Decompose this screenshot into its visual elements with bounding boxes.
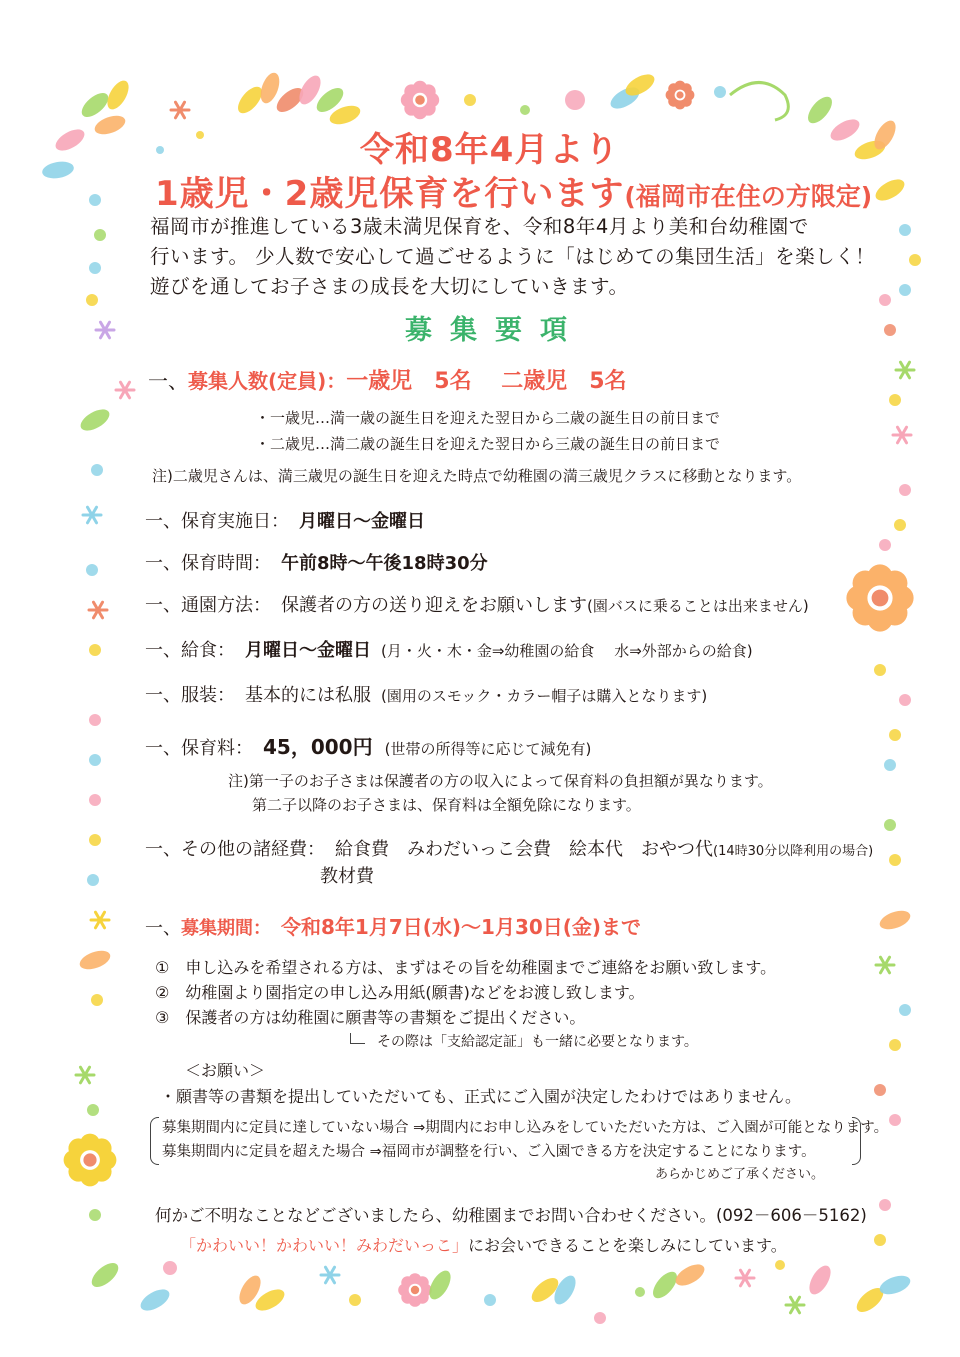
intro-paragraph: [150, 212, 875, 302]
decor-dot: [889, 1114, 901, 1126]
title-line-1: 令和8年4月より: [360, 130, 620, 170]
leaf-icon: [234, 83, 267, 118]
decor-dot: [889, 854, 901, 866]
commute-label: 一、通園方法：: [145, 595, 271, 616]
other-costs-label: 一、その他の諸経費：: [145, 839, 325, 860]
flower-icon: [846, 564, 913, 631]
decor-dot: [899, 284, 911, 296]
flower-icon: [64, 1134, 117, 1187]
days-row: [145, 507, 425, 533]
other-costs-note: (14時30分以降利用の場合): [713, 844, 874, 859]
decor-dot: [594, 1312, 606, 1324]
arrow-corner-icon: [350, 1033, 365, 1044]
steps-list: [155, 955, 776, 1030]
decor-dot: [86, 294, 98, 306]
leaf-icon: [52, 125, 88, 155]
hours-value: 午前8時～午後18時30分: [281, 553, 488, 574]
case-item-1: 募集期間内に定員に達していない場合 ⇒期間内にお申し込みをしていただいた方は、ご入園が可能となります。: [162, 1120, 889, 1136]
leaf-icon: [103, 77, 133, 113]
decor-dot: [899, 484, 911, 496]
leaf-icon: [88, 1259, 123, 1292]
other-costs-value: 給食費 みわだいっこ会費 絵本代 おやつ代: [335, 839, 713, 860]
decor-dot: [884, 759, 896, 771]
flower-icon: [398, 1273, 432, 1307]
fee-sub-notes: [228, 769, 773, 817]
leaf-icon: [804, 93, 837, 128]
decor-dot: [87, 1104, 99, 1116]
leaf-icon: [92, 112, 128, 138]
capacity-value: 一歳児 5名 二歳児 5名: [346, 369, 627, 394]
intro-line: 福岡市が推進している3歳未満児保育を、令和8年4月より美和台幼稚園で: [150, 215, 809, 238]
flower-core: [83, 1153, 96, 1166]
capacity-detail-1: ・一歳児…満一歳の誕生日を迎えた翌日から二歳の誕生日の前日まで: [255, 409, 721, 427]
case-item-2: 募集期間内に定員を超えた場合 ⇒福岡市が調整を行い、ご入園できる方を決定することになります。: [162, 1144, 816, 1160]
capacity-note: 注)二歳児さんは、満三歳児の誕生日を迎えた時点で幼稚園の満三歳児クラスに移動となります。: [152, 467, 802, 485]
flower-core: [872, 590, 889, 607]
capacity-details: [255, 405, 720, 457]
decor-dot: [889, 729, 901, 741]
decor-dot: [89, 1209, 101, 1221]
decor-dot: [484, 1294, 496, 1306]
decor-dot: [163, 1261, 177, 1275]
step-note: [350, 1031, 698, 1051]
flower-icon: [666, 81, 695, 110]
hours-row: [145, 549, 488, 575]
decor-dot: [909, 254, 921, 266]
flower-core: [676, 91, 683, 98]
clothes-label: 一、服装：: [145, 685, 235, 706]
decor-dot: [874, 1234, 886, 1246]
closing-line: [180, 1233, 787, 1256]
leaf-icon: [77, 947, 113, 973]
capacity-detail-2: ・二歳児…満二歳の誕生日を迎えた翌日から三歳の誕生日の前日まで: [255, 435, 721, 453]
cases-list: [162, 1116, 888, 1164]
step-item-1: ① 申し込みを希望される方は、まずはその旨を幼稚園までご連絡をお願い致します。: [155, 958, 777, 977]
period-row: [145, 911, 641, 940]
fee-label: 一、保育料：: [145, 738, 253, 759]
leaf-icon: [77, 405, 113, 435]
leaf-icon: [672, 1260, 708, 1290]
leaf-icon: [827, 115, 863, 145]
decor-dot: [899, 1004, 911, 1016]
decor-dot: [899, 694, 911, 706]
decor-dot: [156, 146, 164, 154]
leaf-icon: [805, 1262, 835, 1298]
decor-dot: [91, 464, 103, 476]
decor-dot: [894, 519, 906, 531]
decor-dot: [520, 105, 530, 115]
leaf-icon: [877, 907, 913, 933]
commute-row: [145, 591, 809, 617]
title-main: 1歳児・2歳児保育を行います: [155, 174, 625, 214]
other-costs-row: [145, 835, 873, 861]
fee-value: 45，000円: [263, 735, 373, 759]
lunch-note: (月・火・木・金⇒幼稚園の給食 水⇒外部からの給食): [381, 642, 753, 660]
clothes-row: [145, 681, 707, 707]
clothes-note: (園用のスモック・カラー帽子は購入となります): [381, 687, 708, 705]
days-value: 月曜日～金曜日: [299, 511, 425, 532]
decor-dot: [89, 262, 101, 274]
fee-sub-note-2: 第二子以降のお子さまは、保育料は全額免除になります。: [252, 796, 641, 814]
capacity-prefix: 一、: [148, 369, 188, 393]
title-line-2: [155, 166, 872, 215]
flower-icon: [401, 81, 439, 119]
decor-dot: [565, 90, 585, 110]
other-costs-line-2: 教材費: [320, 866, 374, 887]
decor-dot: [94, 229, 106, 241]
decor-dot: [775, 1260, 785, 1270]
decor-dot: [879, 539, 891, 551]
step-item-3: ③ 保護者の方は幼稚園に願書等の書類をご提出ください。: [155, 1008, 586, 1027]
decor-dot: [89, 754, 101, 766]
decor-dot: [349, 1294, 361, 1306]
section-title: 募集要項: [405, 315, 585, 346]
leaf-icon: [425, 1267, 455, 1303]
hours-label: 一、保育時間：: [145, 553, 271, 574]
decor-dot: [196, 131, 204, 139]
period-prefix: 一、: [145, 918, 181, 939]
decor-dot: [874, 664, 886, 676]
period-value: 令和8年1月7日(水)～1月30日(金)まで: [281, 915, 642, 939]
days-label: 一、保育実施日：: [145, 511, 289, 532]
title-residency-note: (福岡市在住の方限定): [624, 182, 873, 211]
decor-dot: [89, 194, 101, 206]
cases-note: あらかじめご了承ください。: [655, 1167, 825, 1182]
decor-dot: [464, 94, 476, 106]
decor-dot: [89, 794, 101, 806]
decor-dot: [87, 874, 99, 886]
decor-dot: [86, 564, 98, 576]
fee-note: (世帯の所得等に応じて減免有): [384, 740, 592, 758]
clothes-value: 基本的には私服: [245, 685, 371, 706]
fee-row: [145, 731, 591, 760]
decor-dot: [884, 324, 896, 336]
leaf-icon: [78, 89, 113, 122]
decor-dot: [874, 1084, 886, 1096]
left-bracket: [150, 1117, 159, 1165]
decor-dot: [635, 1287, 645, 1297]
closing-text: 「かわいい！かわいい！みわだいっこ」にお会いできることを楽しみにしています。: [180, 1236, 787, 1255]
decor-dot: [899, 224, 911, 236]
contact-line: 何かご不明なことなどございましたら、幼稚園までお問い合わせください。(092－606－5162): [155, 1206, 867, 1225]
leaf-icon: [649, 1268, 682, 1303]
flower-core: [411, 1286, 419, 1294]
period-label: 募集期間：: [181, 918, 271, 939]
decor-dot: [89, 834, 101, 846]
step-item-2: ② 幼稚園より園指定の申し込み用紙(願書)などをお渡し致します。: [155, 983, 645, 1002]
decor-dot: [879, 294, 891, 306]
vine-curl: [730, 83, 788, 121]
capacity-row: [148, 364, 627, 395]
decor-dot: [91, 994, 103, 1006]
fee-sub-note-1: 注)第一子のお子さまは保護者の方の収入によって保育料の負担額が異なります。: [228, 772, 773, 790]
commute-value: 保護者の方の送り迎えをお願いします: [281, 595, 587, 616]
step-note-text: その際は「支給認定証」も一緒に必要となります。: [377, 1034, 698, 1050]
decor-dot: [714, 86, 726, 98]
decor-dot: [89, 644, 101, 656]
leaf-icon: [872, 175, 908, 205]
flower-core: [415, 95, 425, 105]
leaf-icon: [41, 159, 75, 180]
decor-dot: [884, 819, 896, 831]
leaf-icon: [137, 1285, 173, 1315]
decor-dot: [889, 1039, 901, 1051]
lunch-row: [145, 636, 753, 662]
lunch-value: 月曜日～金曜日: [245, 640, 371, 661]
decor-dot: [879, 1199, 891, 1211]
intro-line: 行います。 少人数で安心して過ごせるように「はじめての集団生活」を楽しく！: [150, 245, 876, 268]
capacity-label: 募集人数(定員)：: [188, 369, 347, 393]
request-title: ＜お願い＞: [185, 1061, 266, 1080]
decor-dot: [889, 394, 901, 406]
request-text: ・願書等の書類を提出していただいても、正式にご入園が決定したわけではありません。: [160, 1087, 801, 1106]
intro-line: 遊びを通してお子さまの成長を大切にしていきます。: [150, 275, 629, 298]
commute-note: (園バスに乗ることは出来ません): [587, 597, 809, 615]
lunch-label: 一、給食：: [145, 640, 235, 661]
decor-dot: [89, 714, 101, 726]
